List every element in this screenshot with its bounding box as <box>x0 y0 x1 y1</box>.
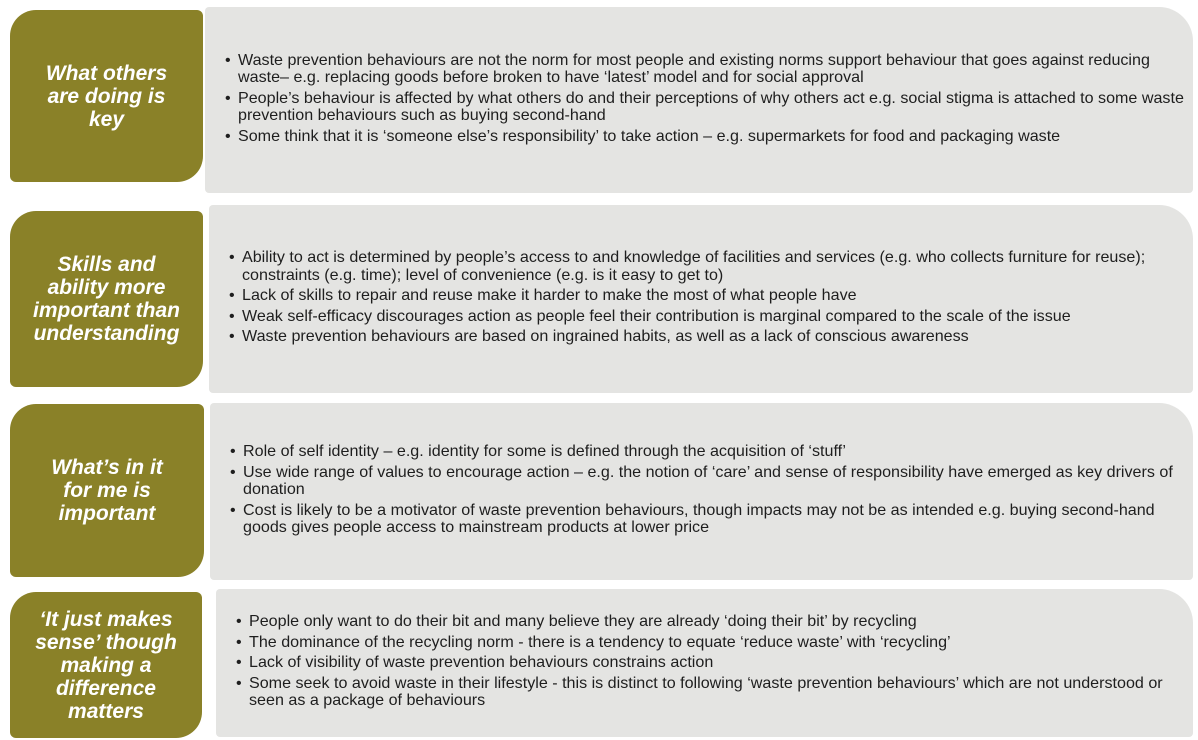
bullet-item: • Some think that it is ‘someone else’s responsibility’ to take action – e.g. supermarkets for food and packaging waste <box>225 128 1185 146</box>
bullet-item: • Use wide range of values to encourage action – e.g. the notion of ‘care’ and sense of responsibility have emerged as key drivers of donation <box>230 464 1185 499</box>
section-label: ‘It just makes sense’ though making a difference matters <box>35 607 177 723</box>
section-label-box <box>10 211 203 387</box>
bullet-item: • Cost is likely to be a motivator of waste prevention behaviours, though impacts may not be as intended e.g. buying second-hand goods gives people access to mainstream products at lower price <box>230 502 1185 537</box>
section-content-box <box>209 205 1193 393</box>
bullet-item: • Lack of skills to repair and reuse make it harder to make the most of what people have <box>229 287 1185 305</box>
bullet-item: • Role of self identity – e.g. identity for some is defined through the acquisition of ‘stuff’ <box>230 443 1185 461</box>
bullet-item: • Weak self-efficacy discourages action as people feel their contribution is marginal compared to the scale of the issue <box>229 308 1185 326</box>
section-label: What’s in it for me is important <box>51 456 163 525</box>
bullet-list <box>209 249 1193 349</box>
bullet-item: • Lack of visibility of waste prevention behaviours constrains action <box>236 654 1185 672</box>
section-content-box <box>216 589 1193 737</box>
bullet-item: • People’s behaviour is affected by what others do and their perceptions of why others act e.g. social stigma is attached to some waste prevention behaviours such as buying second-hand <box>225 90 1185 125</box>
section-label-box <box>10 10 203 182</box>
bullet-list <box>210 443 1193 540</box>
bullet-item: • Waste prevention behaviours are based on ingrained habits, as well as a lack of conscious awareness <box>229 328 1185 346</box>
section-label: Skills and ability more important than understanding <box>33 253 180 345</box>
bullet-item: • Ability to act is determined by people’s access to and knowledge of facilities and services (e.g. who collects furniture for reuse); constraints (e.g. time); level of convenience (e.g. is it easy to get to) <box>229 249 1185 284</box>
section-label-box <box>10 404 204 577</box>
bullet-item: • People only want to do their bit and many believe they are already ‘doing their bit’ by recycling <box>236 613 1185 631</box>
section-label-box <box>10 592 202 738</box>
bullet-item: • The dominance of the recycling norm - there is a tendency to equate ‘reduce waste’ with ‘recycling’ <box>236 634 1185 652</box>
bullet-item: • Waste prevention behaviours are not the norm for most people and existing norms support behaviour that goes against reducing waste– e.g. replacing goods before broken to have ‘latest’ model and for social approval <box>225 52 1185 87</box>
bullet-list <box>205 52 1193 149</box>
section-label: What others are doing is key <box>45 61 168 131</box>
bullet-item: • Some seek to avoid waste in their lifestyle - this is distinct to following ‘waste prevention behaviours’ which are not understood or seen as a package of behaviours <box>236 675 1185 710</box>
bullet-list <box>216 613 1193 713</box>
section-content-box <box>205 7 1193 193</box>
section-content-box <box>210 403 1193 580</box>
